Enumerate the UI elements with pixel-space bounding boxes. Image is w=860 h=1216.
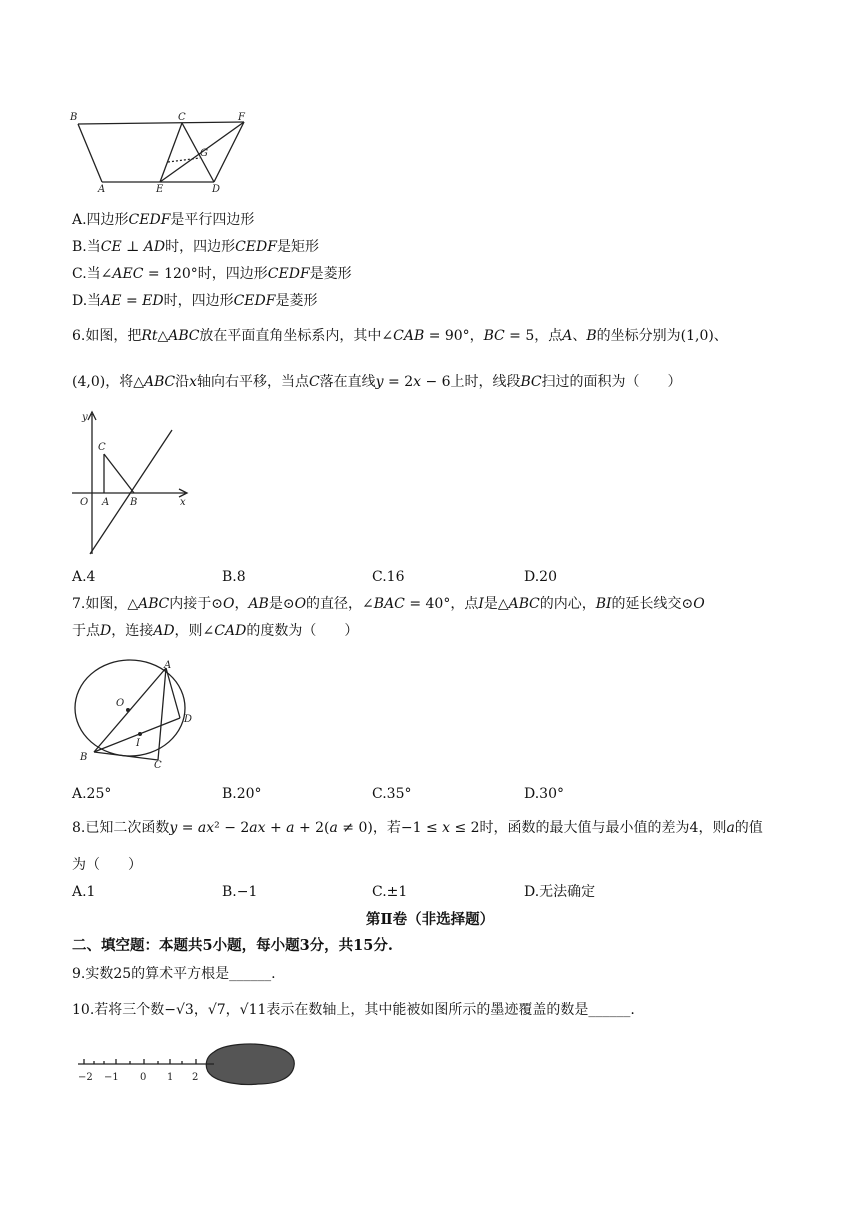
fig5-label-A: A [98, 184, 106, 195]
q8-option-d: D.无法确定 [524, 884, 596, 900]
q6-line1: 6.如图，把𝑅𝑡△𝐴𝐵𝐶放在平面直角坐标系内，其中∠𝐶𝐴𝐵 = 90°，𝐵𝐶 = 5，点𝐴、𝐵的坐标分别为(1,0)、 [72, 328, 728, 344]
fig7-label-D: D [184, 714, 193, 725]
section2-heading: 二、填空题：本题共5小题，每小题3分，共15分. [72, 937, 393, 954]
q6-line2: (4,0)，将△𝐴𝐵𝐶沿𝑥轴向右平移，当点𝐶落在直线𝑦 = 2𝑥 − 6上时，线段𝐵𝐶扫过的面积为（ ） [72, 374, 682, 390]
fig7-label-A: A [164, 660, 172, 671]
tick-label-1: 1 [167, 1072, 174, 1083]
fig7-label-O: O [116, 698, 125, 709]
q5-option-c: C.当∠𝐴𝐸𝐶 = 120°时，四边形𝐶𝐸𝐷𝐹是菱形 [72, 266, 352, 282]
q6-option-c: C.16 [372, 569, 405, 585]
q7-line1: 7.如图，△𝐴𝐵𝐶内接于⊙𝑂，𝐴𝐵是⊙𝑂的直径，∠𝐵𝐴𝐶 = 40°，点𝐼是△𝐴𝐵𝐶的内心，𝐵𝐼的延长线交⊙𝑂 [72, 596, 705, 612]
tick-label-neg1: −1 [104, 1072, 119, 1083]
q8-option-b: B.−1 [222, 884, 258, 900]
fig5-label-E: E [156, 184, 164, 195]
tick-label-0: 0 [140, 1072, 147, 1083]
figure-number-line [74, 1040, 300, 1090]
fig5-label-C: C [178, 112, 186, 123]
q7-option-c: C.35° [372, 786, 412, 802]
tick-label-neg2: −2 [78, 1072, 93, 1083]
fig6-label-A: A [102, 497, 110, 508]
fig6-label-C: C [98, 442, 106, 453]
q7-option-d: D.30° [524, 786, 564, 802]
fig6-label-B: B [130, 497, 138, 508]
figure-circle-incenter [68, 656, 198, 770]
fig6-label-x: x [180, 497, 186, 508]
part2-title: 第Ⅱ卷（非选择题） [365, 911, 495, 928]
fig6-label-O: O [80, 497, 89, 508]
q9-text: 9.实数25的算术平方根是______. [72, 966, 276, 982]
q10-text: 10.若将三个数−√3，√7，√11表示在数轴上，其中能被如图所示的墨迹覆盖的数是______. [72, 1002, 635, 1018]
tick-label-2: 2 [192, 1072, 199, 1083]
q8-option-c: C.±1 [372, 884, 408, 900]
q5-option-d: D.当𝐴𝐸 = 𝐸𝐷时，四边形𝐶𝐸𝐷𝐹是菱形 [72, 293, 318, 309]
fig5-label-B: B [70, 112, 78, 123]
q8-line1: 8.已知二次函数𝑦 = 𝑎𝑥² − 2𝑎𝑥 + 𝑎 + 2(𝑎 ≠ 0)，若−1 ≤ 𝑥 ≤ 2时，函数的最大值与最小值的差为4，则𝑎的值 [72, 820, 763, 836]
q8-line2: 为（ ） [72, 857, 142, 873]
q6-option-d: D.20 [524, 569, 557, 585]
fig5-label-F: F [238, 112, 245, 123]
fig7-label-B: B [80, 752, 88, 763]
fig6-label-y: y [82, 412, 88, 423]
q7-line2: 于点𝐷，连接𝐴𝐷，则∠𝐶𝐴𝐷的度数为（ ） [72, 623, 359, 639]
figure-coordinate-triangle [68, 408, 198, 558]
q5-option-a: A.四边形𝐶𝐸𝐷𝐹是平行四边形 [72, 212, 255, 228]
q8-option-a: A.1 [72, 884, 96, 900]
q6-option-b: B.8 [222, 569, 246, 585]
fig5-label-G: G [200, 148, 208, 159]
q5-option-b: B.当𝐶𝐸 ⊥ 𝐴𝐷时，四边形𝐶𝐸𝐷𝐹是矩形 [72, 239, 319, 255]
fig7-label-I: I [136, 738, 140, 749]
q6-option-a: A.4 [72, 569, 96, 585]
fig7-label-C: C [154, 760, 162, 770]
fig5-label-D: D [212, 184, 221, 195]
figure-parallelogram [68, 110, 258, 196]
q7-option-b: B.20° [222, 786, 262, 802]
ink-blot-shape [206, 1044, 294, 1085]
q7-option-a: A.25° [72, 786, 112, 802]
